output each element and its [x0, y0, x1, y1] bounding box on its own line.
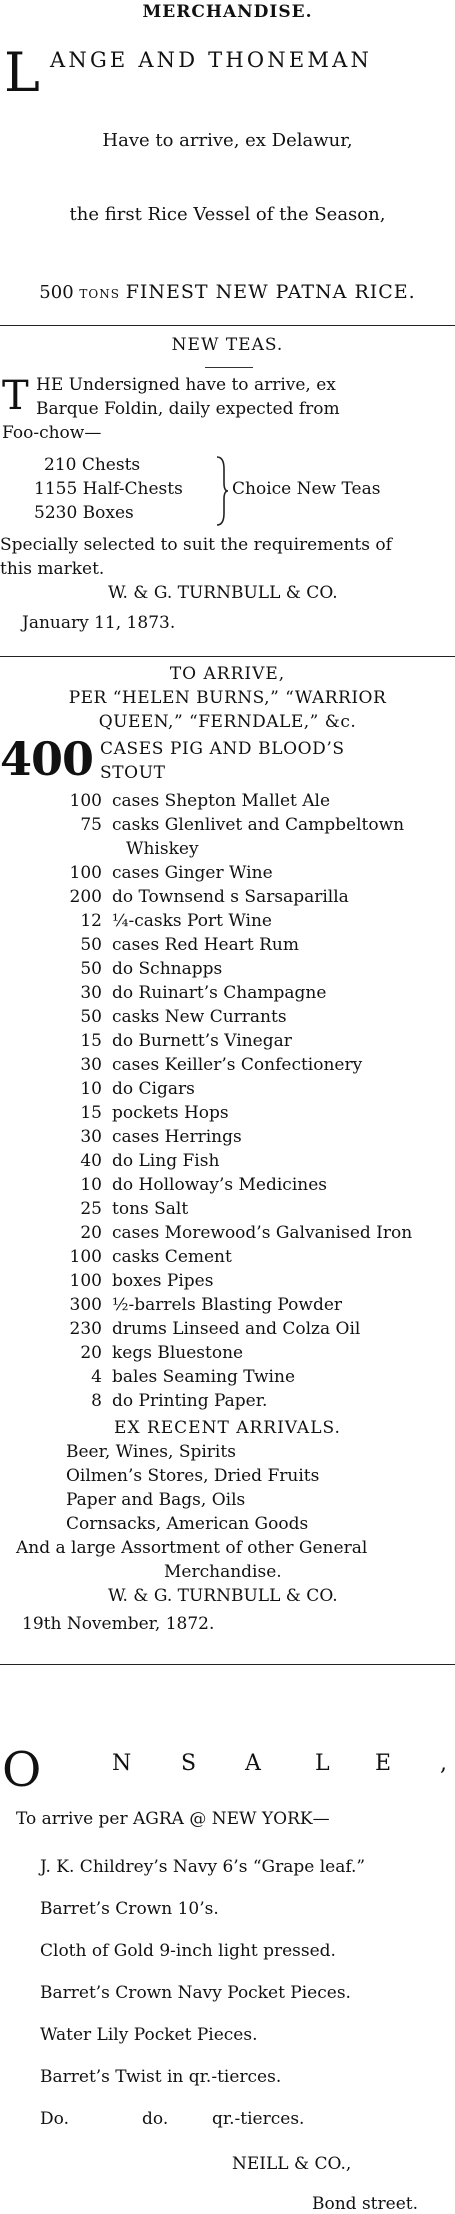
- goods-description: ¼-casks Port Wine: [112, 911, 272, 931]
- goods-quantity: 300: [69, 1295, 102, 1315]
- tobacco-item: Barret’s Crown Navy Pocket Pieces.: [40, 1983, 351, 2003]
- big-description: STOUT: [100, 763, 166, 783]
- goods-description: do Ling Fish: [112, 1151, 220, 1171]
- divider: [0, 325, 455, 326]
- tea-quantity: 210 Chests: [44, 455, 141, 475]
- tobacco-item: Barret’s Crown 10’s.: [40, 1899, 219, 1919]
- goods-row: [0, 1029, 455, 1053]
- advert-line: Have to arrive, ex Delawur,: [102, 130, 353, 151]
- goods-description: bales Seaming Twine: [112, 1367, 296, 1387]
- goods-row: [0, 933, 455, 957]
- goods-description: do Ruinart’s Champagne: [112, 983, 327, 1003]
- goods-row: [0, 861, 455, 885]
- goods-quantity: 30: [80, 1127, 102, 1147]
- goods-quantity: 20: [80, 1223, 102, 1243]
- spaced-letter: N: [112, 1751, 132, 1776]
- subheading: To arrive per AGRA @ NEW YORK—: [16, 1809, 330, 1829]
- big-quantity: 400: [0, 732, 94, 786]
- tobacco-item: J. K. Childrey’s Navy 6’s “Grape leaf.”: [40, 1857, 366, 1877]
- goods-quantity: 100: [69, 1247, 102, 1267]
- goods-quantity: 230: [69, 1319, 102, 1339]
- goods-row: [0, 1245, 455, 1269]
- goods-quantity: 12: [80, 911, 102, 931]
- tea-quantity: 5230 Boxes: [34, 503, 134, 523]
- goods-quantity: 4: [91, 1367, 102, 1387]
- note-line: Specially selected to suit the requirements of: [0, 535, 392, 555]
- recent-line: Cornsacks, American Goods: [66, 1514, 309, 1534]
- goods-description: tons Salt: [112, 1199, 189, 1219]
- rice-offer: [0, 283, 455, 302]
- ditto-word: do.: [142, 2109, 169, 2129]
- goods-quantity: 50: [80, 935, 102, 955]
- big-description: CASES PIG AND BLOOD’S: [100, 739, 345, 759]
- spaced-letter: ,: [440, 1751, 447, 1776]
- goods-description: drums Linseed and Colza Oil: [112, 1319, 361, 1339]
- goods-description: do Townsend s Sarsaparilla: [112, 887, 349, 907]
- rice-description: FINEST NEW PATNA RICE.: [125, 281, 416, 303]
- advert-date: 19th November, 1872.: [22, 1614, 215, 1634]
- address: Bond street.: [312, 2194, 419, 2214]
- goods-quantity: 100: [69, 863, 102, 883]
- drop-cap-initial: T: [2, 373, 29, 419]
- goods-description: do Burnett’s Vinegar: [112, 1031, 292, 1051]
- goods-description: cases Shepton Mallet Ale: [112, 791, 331, 811]
- goods-row: [0, 885, 455, 909]
- spaced-letter: L: [315, 1751, 330, 1776]
- goods-row: [0, 1341, 455, 1365]
- goods-description: casks Cement: [112, 1247, 232, 1267]
- goods-row: [0, 1317, 455, 1341]
- goods-quantity: 100: [69, 791, 102, 811]
- ship-names: QUEEN,” “FERNDALE,” &c.: [98, 712, 357, 732]
- ditto-word: Do.: [40, 2109, 69, 2129]
- goods-description: cases Red Heart Rum: [112, 935, 299, 955]
- divider: [0, 1664, 455, 1665]
- spaced-letter: E: [375, 1751, 392, 1776]
- rice-unit: TONS: [79, 287, 120, 301]
- goods-description: casks New Currants: [112, 1007, 287, 1027]
- goods-quantity: 8: [91, 1391, 102, 1411]
- tobacco-item: Water Lily Pocket Pieces.: [40, 2025, 258, 2045]
- goods-row: [0, 813, 455, 837]
- assortment-line: Merchandise.: [164, 1562, 282, 1582]
- tea-label: Choice New Teas: [232, 479, 381, 499]
- advert-heading: TO ARRIVE,: [169, 664, 286, 684]
- tobacco-item: Cloth of Gold 9-inch light pressed.: [40, 1941, 336, 1961]
- goods-description: ½-barrels Blasting Powder: [112, 1295, 343, 1315]
- goods-row: [0, 1125, 455, 1149]
- advert-line: the first Rice Vessel of the Season,: [69, 204, 386, 225]
- spaced-letter: A: [245, 1751, 261, 1776]
- advert-headline: ANGE AND THONEMAN: [50, 48, 373, 72]
- goods-description: cases Keiller’s Confectionery: [112, 1055, 363, 1075]
- recent-line: Paper and Bags, Oils: [66, 1490, 246, 1510]
- goods-row: [0, 1005, 455, 1029]
- goods-row: [0, 981, 455, 1005]
- goods-row: [0, 957, 455, 981]
- goods-description: cases Ginger Wine: [112, 863, 273, 883]
- short-rule: [205, 367, 253, 368]
- section-heading: MERCHANDISE.: [142, 2, 313, 22]
- goods-row: [0, 1365, 455, 1389]
- goods-description: cases Morewood’s Galvanised Iron: [112, 1223, 413, 1243]
- goods-quantity: 50: [80, 1007, 102, 1027]
- goods-description: do Holloway’s Medicines: [112, 1175, 327, 1195]
- goods-description: cases Herrings: [112, 1127, 242, 1147]
- goods-description: do Printing Paper.: [112, 1391, 268, 1411]
- goods-quantity: 15: [80, 1031, 102, 1051]
- goods-quantity: 75: [80, 815, 102, 835]
- goods-description: do Cigars: [112, 1079, 195, 1099]
- recent-line: Oilmen’s Stores, Dried Fruits: [66, 1466, 320, 1486]
- drop-cap-initial: O: [2, 1742, 42, 1798]
- goods-row: [0, 1269, 455, 1293]
- goods-quantity: 40: [80, 1151, 102, 1171]
- goods-row: [0, 909, 455, 933]
- intro-line: HE Undersigned have to arrive, ex: [36, 375, 336, 395]
- goods-quantity: 50: [80, 959, 102, 979]
- advert-heading: NEW TEAS.: [171, 335, 284, 355]
- goods-quantity: 25: [80, 1199, 102, 1219]
- spaced-letter: S: [181, 1751, 197, 1776]
- goods-description: pockets Hops: [112, 1103, 229, 1123]
- intro-line: Barque Foldin, daily expected from: [36, 399, 340, 419]
- goods-quantity: 200: [69, 887, 102, 907]
- goods-quantity: 30: [80, 983, 102, 1003]
- divider: [0, 656, 455, 657]
- goods-quantity: 30: [80, 1055, 102, 1075]
- signature: W. & G. TURNBULL & CO.: [108, 1586, 338, 1606]
- goods-quantity: 20: [80, 1343, 102, 1363]
- signature: NEILL & CO.,: [232, 2154, 352, 2174]
- drop-cap-initial: L: [4, 41, 40, 104]
- goods-row: [0, 1221, 455, 1245]
- goods-quantity: 10: [80, 1079, 102, 1099]
- advert-date: January 11, 1873.: [22, 613, 176, 633]
- goods-description: Whiskey: [126, 839, 199, 859]
- goods-row: [0, 1149, 455, 1173]
- recent-heading: EX RECENT ARRIVALS.: [114, 1418, 341, 1438]
- goods-description: boxes Pipes: [112, 1271, 214, 1291]
- goods-row: [0, 1197, 455, 1221]
- intro-line: Foo-chow—: [2, 423, 102, 443]
- ship-names: PER “HELEN BURNS,” “WARRIOR: [68, 688, 387, 708]
- rice-quantity: 500: [39, 282, 74, 303]
- goods-row: [0, 1389, 455, 1413]
- goods-description: casks Glenlivet and Campbeltown: [112, 815, 405, 835]
- goods-row: [0, 1053, 455, 1077]
- goods-row: [0, 1173, 455, 1197]
- goods-quantity: 15: [80, 1103, 102, 1123]
- ditto-rest: qr.-tierces.: [212, 2109, 305, 2129]
- curly-brace-icon: [215, 455, 229, 527]
- goods-row: [0, 1077, 455, 1101]
- goods-quantity: 10: [80, 1175, 102, 1195]
- assortment-line: And a large Assortment of other General: [16, 1538, 368, 1558]
- tea-quantity: 1155 Half-Chests: [34, 479, 183, 499]
- tobacco-item: Barret’s Twist in qr.-tierces.: [40, 2067, 282, 2087]
- goods-row: [0, 789, 455, 813]
- note-line: this market.: [0, 559, 105, 579]
- goods-row: [0, 1293, 455, 1317]
- goods-quantity: 100: [69, 1271, 102, 1291]
- goods-description: do Schnapps: [112, 959, 223, 979]
- recent-line: Beer, Wines, Spirits: [66, 1442, 236, 1462]
- signature: W. & G. TURNBULL & CO.: [108, 583, 338, 603]
- goods-row: [0, 1101, 455, 1125]
- goods-description: kegs Bluestone: [112, 1343, 244, 1363]
- goods-row: [0, 837, 455, 861]
